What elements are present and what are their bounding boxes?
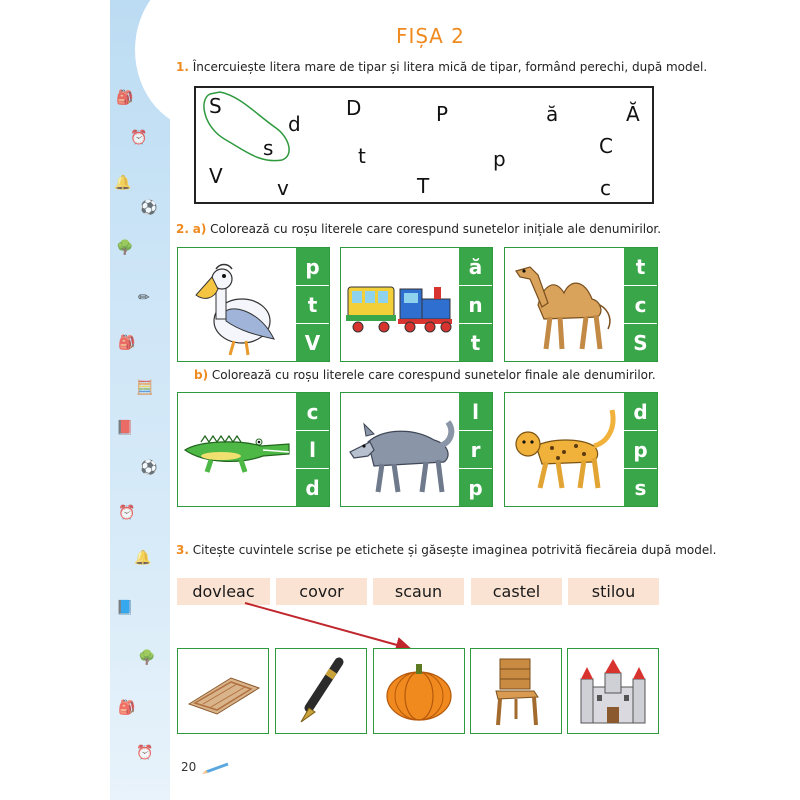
letter-item[interactable]: v (277, 176, 289, 200)
clock-icon: ⏰ (118, 505, 136, 521)
letter-item[interactable]: V (209, 164, 223, 188)
word-tag[interactable]: covor (276, 578, 367, 605)
letter-cell[interactable]: p (459, 468, 492, 506)
page-title: FIȘA 2 (396, 24, 465, 48)
letter-cell[interactable]: t (459, 323, 492, 361)
letter-item[interactable]: c (600, 176, 611, 200)
chair-icon (486, 655, 546, 727)
letter-cell[interactable]: d (624, 393, 657, 430)
pencil-icon: ✏ (138, 290, 150, 306)
book-icon: 📕 (116, 420, 134, 436)
exercise-1-instruction: 1. Încercuiește litera mare de tipar și litera mică de tipar, formând perechi, după model. (176, 60, 708, 74)
picture-chair[interactable] (470, 648, 562, 734)
letter-cell[interactable]: p (296, 248, 329, 285)
page-number: 20 (181, 760, 232, 775)
ball-icon: ⚽ (140, 460, 158, 476)
ball-icon: ⚽ (140, 200, 158, 216)
picture-pumpkin[interactable] (373, 648, 465, 734)
letter-cell[interactable]: V (296, 323, 329, 361)
letter-cell[interactable]: t (296, 285, 329, 323)
book-icon: 📘 (116, 600, 134, 616)
letter-cell[interactable]: S (624, 323, 657, 361)
letter-cell[interactable]: ă (459, 248, 492, 285)
letter-cell[interactable]: t (624, 248, 657, 285)
pencil-icon (202, 761, 232, 775)
carpet-icon (183, 666, 263, 716)
letter-item[interactable]: D (346, 96, 362, 120)
backpack-icon: 🎒 (118, 700, 136, 716)
letter-item[interactable]: S (209, 94, 222, 118)
picture-fountain-pen[interactable] (275, 648, 367, 734)
word-tag[interactable]: castel (471, 578, 562, 605)
backpack-icon: 🎒 (118, 335, 136, 351)
pumpkin-icon (384, 660, 454, 722)
word-tag[interactable]: dovleac (177, 578, 270, 605)
clock-icon: ⏰ (130, 130, 148, 146)
letter-item[interactable]: p (493, 147, 506, 171)
backpack-icon: 🎒 (116, 90, 134, 106)
clock-icon: ⏰ (136, 745, 154, 761)
letter-cell[interactable]: d (296, 468, 329, 506)
letter-cell[interactable]: r (459, 430, 492, 468)
calculator-icon: 🧮 (136, 380, 154, 396)
letter-item[interactable]: s (263, 136, 274, 160)
word-tag[interactable]: scaun (373, 578, 464, 605)
letter-cell[interactable]: l (296, 430, 329, 468)
word-tag[interactable]: stilou (568, 578, 659, 605)
tree-icon: 🌳 (138, 650, 156, 666)
letter-cell[interactable]: c (296, 393, 329, 430)
letter-cell[interactable]: l (459, 393, 492, 430)
picture-castle[interactable] (567, 648, 659, 734)
exercise-2a-instruction: 2. a) Colorează cu roșu literele care corespund sunetelor inițiale ale denumirilor. (176, 222, 662, 236)
letter-item[interactable]: P (436, 102, 449, 126)
letter-item[interactable]: Ă (626, 102, 640, 126)
bell-icon: 🔔 (114, 175, 132, 191)
bell-icon: 🔔 (134, 550, 152, 566)
picture-carpet[interactable] (177, 648, 269, 734)
letter-item[interactable]: T (417, 174, 430, 198)
letter-cell[interactable]: c (624, 285, 657, 323)
letter-cell[interactable]: n (459, 285, 492, 323)
letter-item[interactable]: ă (546, 102, 559, 126)
letter-cell[interactable]: p (624, 430, 657, 468)
letter-item[interactable]: C (599, 134, 613, 158)
letter-cell[interactable]: s (624, 468, 657, 506)
letter-item[interactable]: d (288, 112, 301, 136)
tree-icon: 🌳 (116, 240, 134, 256)
exercise-2b-instruction: b) Colorează cu roșu literele care corespund sunetelor finale ale denumirilor. (194, 368, 656, 382)
fountain-pen-icon (291, 656, 351, 726)
castle-icon (577, 655, 649, 727)
exercise-3-instruction: 3. Citește cuvintele scrise pe etichete și găsește imaginea potrivită fiecăreia după model. (176, 543, 717, 557)
letter-item[interactable]: t (358, 144, 366, 168)
